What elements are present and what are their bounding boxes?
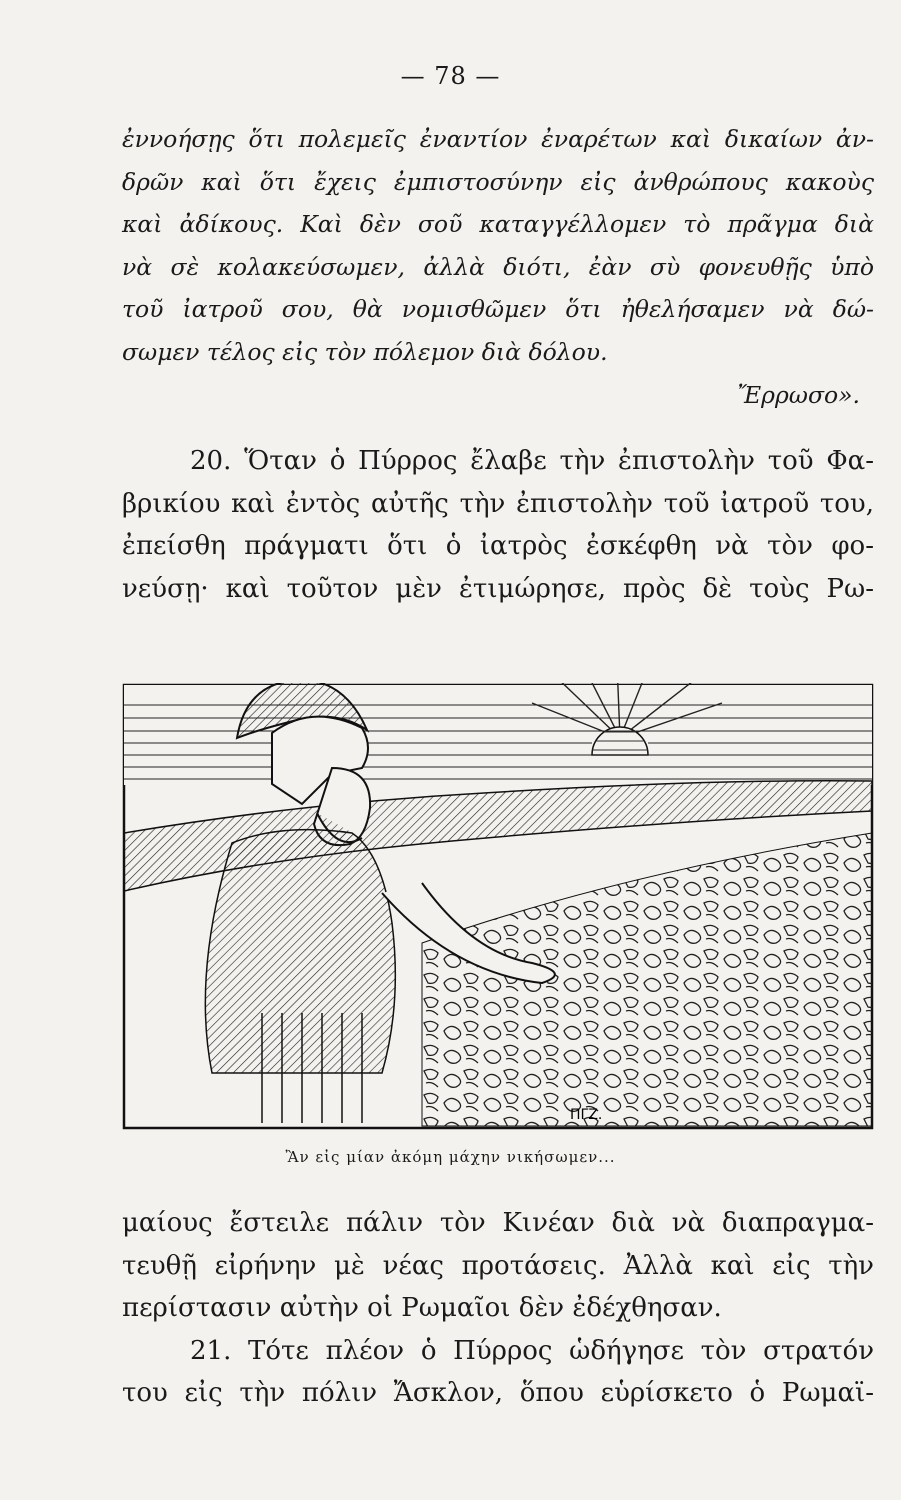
text-line: 21. Τότε πλέον ὁ Πύρρος ὡδήγησε τὸν στρατόν [190, 1335, 874, 1366]
page-number: — 78 — [400, 62, 501, 90]
text-line: σωμεν τέλος εἰς τὸν πόλεμον διὰ δόλου. [122, 337, 608, 366]
text-line: βρικίου καὶ ἐντὸς αὐτῆς τὴν ἐπιστολὴν τοῦ ἰατροῦ του, [122, 488, 874, 519]
text-line: νεύσῃ· καὶ τοῦτον μὲν ἐτιμώρησε, πρὸς δὲ τοὺς Ρω- [122, 573, 874, 604]
text-line: δρῶν καὶ ὅτι ἔχεις ἐμπιστοσύνην εἰς ἀνθρώπους κακοὺς [122, 167, 874, 196]
text-line: μαίους ἔστειλε πάλιν τὸν Κινέαν διὰ νὰ διαπραγμα- [122, 1208, 874, 1238]
text-line: περίστασιν αὐτὴν οἱ Ρωμαῖοι δὲν ἐδέχθησαν. [122, 1293, 722, 1323]
text-line: τοῦ ἰατροῦ σου, θὰ νομισθῶμεν ὅτι ἠθελήσαμεν νὰ δώ- [122, 295, 874, 324]
text-line: νὰ σὲ κολακεύσωμεν, ἀλλὰ διότι, ἐὰν σὺ φονευθῇς ὑπὸ [122, 252, 874, 281]
letter-end-text [122, 118, 874, 416]
artist-signature: ΠΓΖ. [570, 1107, 603, 1123]
text-line: καὶ ἀδίκους. Καὶ δὲν σοῦ καταγγέλλομεν τὸ πρᾶγμα διὰ [122, 210, 874, 239]
letter-signoff: Ἔρρωσο». [737, 380, 860, 409]
text-line: ἐπείσθη πράγματι ὅτι ὁ ἰατρὸς ἐσκέφθη νὰ τὸν φο- [122, 531, 874, 561]
illustration-caption: Ἂν εἰς μίαν ἀκόμη μάχην νικήσωμεν... [285, 1148, 616, 1166]
paragraph-continued [122, 1202, 874, 1415]
text-line: του εἰς τὴν πόλιν Ἄσκλον, ὅπου εὑρίσκετο ὁ Ρωμαϊ- [122, 1378, 874, 1408]
text-line: 20. Ὅταν ὁ Πύρρος ἔλαβε τὴν ἐπιστολὴν τοῦ Φα- [190, 446, 874, 476]
pyrrhus-illustration [122, 683, 874, 1130]
paragraph-20 [122, 440, 874, 610]
text-line: τευθῇ εἰρήνην μὲ νέας προτάσεις. Ἀλλὰ καὶ εἰς τὴν [122, 1250, 874, 1281]
text-line: ἐννοήσῃς ὅτι πολεμεῖς ἐναντίον ἐναρέτων καὶ δικαίων ἀν- [122, 125, 874, 153]
